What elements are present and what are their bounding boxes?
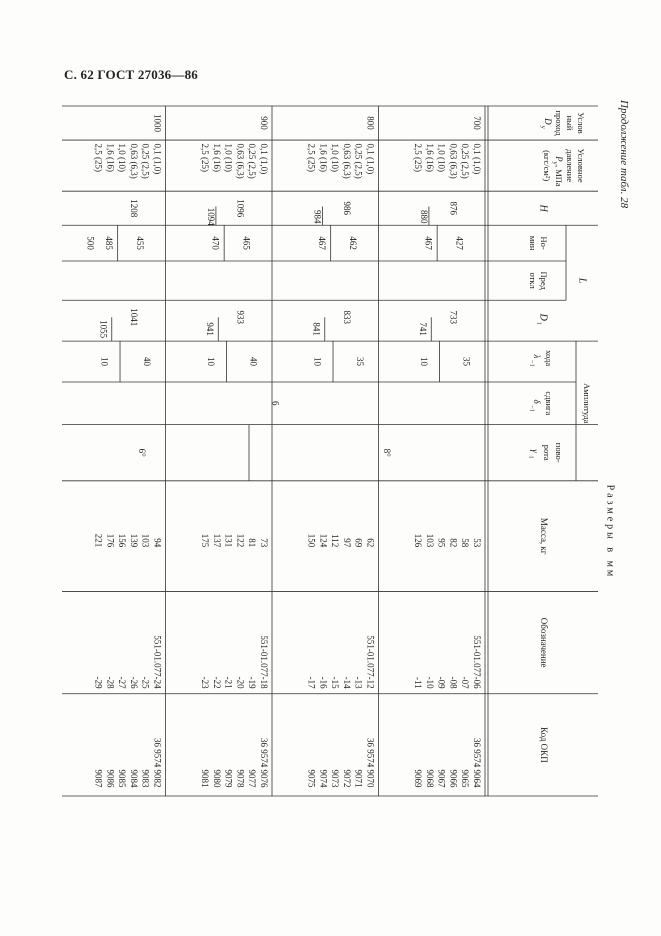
header-mass: Масса, кг [538, 517, 549, 555]
cell-mass: 126 [412, 533, 423, 548]
header-L-nom: Но- [539, 236, 550, 250]
cell-L: 467 [317, 236, 328, 250]
header-shift: сдвига [544, 391, 555, 416]
cell-okp: 9065 [460, 769, 471, 788]
header-L-dev: откл [528, 272, 539, 289]
cell-mass: 97 [341, 538, 352, 548]
header-H: H [537, 204, 549, 212]
cell-okp: 9077 [247, 769, 258, 788]
cell-pressure: 0,63 (6,3) [448, 143, 459, 179]
cell-L: 485 [104, 236, 115, 250]
cell-pressure: 0,63 (6,3) [128, 143, 139, 179]
cell-mass: 131 [223, 533, 234, 548]
cell-designation: 551-01.077-24 [152, 635, 163, 689]
cell-okp: 36 9574 9064 [471, 737, 482, 788]
cell-designation: -11 [412, 676, 423, 689]
cell-designation: -28 [105, 676, 116, 689]
header-dn-symbol: D [542, 118, 553, 125]
header-D1: D [537, 313, 549, 321]
cell-okp: 9075 [306, 769, 317, 788]
cell-pressure: 2,5 (25) [93, 143, 104, 172]
cell-designation: -14 [341, 676, 352, 689]
cell-okp: 9068 [424, 769, 435, 788]
header-stroke: хода [544, 350, 555, 367]
cell-pressure: 1,6 (16) [424, 143, 435, 172]
cell-H: 986 [341, 201, 352, 215]
cell-L: 470 [210, 236, 221, 250]
cell-pressure: 0,25 (2,5) [247, 143, 258, 179]
header-pressure-kgf: (кгс/см²) [542, 150, 553, 182]
cell-designation: -29 [93, 676, 104, 689]
table-continuation-caption: Продолжение табл. 28 [618, 100, 630, 209]
cell-okp: 36 9574 9082 [152, 737, 163, 788]
cell-L: 427 [454, 236, 465, 250]
header-rotation-symbol: γ [529, 449, 540, 453]
cell-designation: -10 [424, 676, 435, 689]
cell-okp: 9085 [117, 769, 128, 788]
cell-H: 1094 [205, 207, 216, 226]
header-L-nom: мин [528, 235, 539, 251]
cell-D1: 833 [341, 310, 352, 325]
cell-mass: 124 [318, 533, 329, 548]
header-rotation-sub: 1 [527, 455, 535, 459]
cell-stroke: 35 [354, 357, 365, 367]
cell-mass: 221 [93, 533, 104, 548]
header-pressure-sub: у [551, 161, 559, 165]
header-designation: Обозначение [538, 617, 549, 668]
cell-pressure: 0,63 (6,3) [341, 143, 352, 179]
cell-mass: 139 [128, 533, 139, 548]
cell-designation: -19 [247, 676, 258, 689]
cell-okp: 9080 [211, 769, 222, 788]
cell-shift: 6 [270, 401, 281, 406]
cell-designation: -27 [117, 676, 128, 689]
cell-designation: -09 [436, 676, 447, 689]
cell-pressure: 1,6 (16) [318, 143, 329, 172]
cell-designation: -07 [460, 676, 471, 689]
cell-dn: 900 [258, 116, 269, 130]
cell-okp: 9083 [140, 769, 151, 788]
cell-H: 1096 [235, 199, 246, 218]
cell-mass: 122 [235, 533, 246, 548]
cell-okp: 9079 [223, 769, 234, 788]
cell-L: 467 [423, 236, 434, 250]
header-rotation: рота [542, 444, 553, 461]
cell-D1: 733 [448, 310, 459, 325]
cell-designation: 551-01.077-18 [258, 635, 269, 689]
cell-dn: 800 [365, 116, 376, 130]
cell-L: 455 [134, 236, 145, 250]
cell-rotation: 6° [137, 448, 148, 457]
cell-pressure: 0,1 (1,0) [152, 143, 163, 175]
cell-pressure: 1,0 (10) [117, 143, 128, 172]
cell-pressure: 1,6 (16) [211, 143, 222, 172]
cell-mass: 95 [436, 538, 447, 548]
header-okp: Код ОКП [538, 727, 549, 763]
cell-pressure: 0,25 (2,5) [140, 143, 151, 179]
header-shift-symbol: δ [531, 399, 542, 404]
cell-stroke: 35 [461, 357, 472, 367]
cell-designation: -21 [223, 676, 234, 689]
cell-mass: 53 [471, 538, 482, 548]
cell-mass: 94 [152, 538, 163, 548]
cell-mass: 69 [353, 538, 364, 548]
cell-pressure: 0,63 (6,3) [235, 143, 246, 179]
cell-D1: 1055 [98, 320, 109, 339]
header-pressure-unit: , МПа [554, 164, 565, 187]
cell-okp: 9067 [436, 769, 447, 788]
cell-mass: 62 [365, 538, 376, 548]
cell-stroke: 40 [141, 357, 152, 367]
header-stroke-sub: −1 [528, 359, 536, 367]
cell-designation: -15 [330, 676, 341, 689]
header-dn: проход [554, 110, 565, 136]
cell-designation: -26 [128, 676, 139, 689]
cell-designation: -22 [211, 676, 222, 689]
cell-okp: 9078 [235, 769, 246, 788]
cell-pressure: 0,1 (1,0) [258, 143, 269, 175]
cell-D1: 841 [311, 322, 322, 336]
cell-mass: 103 [424, 533, 435, 548]
cell-okp: 36 9574 9070 [365, 737, 376, 788]
header-pressure-symbol: P [553, 156, 564, 162]
cell-mass: 137 [211, 533, 222, 548]
cell-designation: -17 [306, 676, 317, 689]
cell-pressure: 2,5 (25) [412, 143, 423, 172]
header-dn: ный [565, 115, 576, 131]
cell-mass: 58 [460, 538, 471, 548]
header-rotation: пово- [554, 442, 565, 463]
cell-mass: 156 [117, 533, 128, 548]
cell-okp: 9069 [412, 769, 423, 788]
cell-okp: 9074 [318, 769, 329, 788]
cell-mass: 73 [258, 538, 269, 548]
cell-okp: 9066 [448, 769, 459, 788]
cell-stroke: 10 [99, 357, 110, 367]
cell-dn: 700 [471, 116, 482, 130]
cell-pressure: 2,5 (25) [306, 143, 317, 172]
header-pressure: Условное [576, 148, 587, 183]
cell-stroke: 40 [248, 357, 259, 367]
cell-designation: -08 [448, 676, 459, 689]
page-header: С. 62 ГОСТ 27036—86 [64, 67, 198, 82]
cell-designation: 551-01.077-06 [471, 635, 482, 689]
header-shift-sub: −1 [528, 404, 536, 412]
cell-pressure: 2,5 (25) [199, 143, 210, 172]
cell-pressure: 0,25 (2,5) [353, 143, 364, 179]
cell-okp: 9071 [353, 769, 364, 788]
cell-H: 880 [418, 209, 429, 224]
cell-pressure: 1,6 (16) [105, 143, 116, 172]
cell-pressure: 1,0 (10) [330, 143, 341, 172]
cell-D1: 941 [204, 322, 215, 336]
cell-designation: -16 [318, 676, 329, 689]
cell-H: 876 [448, 201, 459, 215]
header-stroke-symbol: λ [531, 354, 542, 359]
cell-D1: 933 [235, 310, 246, 325]
cell-mass: 175 [199, 533, 210, 548]
header-pressure: давление [565, 149, 576, 183]
cell-stroke: 10 [418, 357, 429, 367]
cell-okp: 9086 [105, 769, 116, 788]
cell-designation: -23 [199, 676, 210, 689]
cell-pressure: 0,25 (2,5) [460, 143, 471, 179]
header-L: L [576, 277, 588, 284]
cell-H: 1208 [128, 199, 139, 218]
cell-pressure: 1,0 (10) [223, 143, 234, 172]
cell-L: 500 [85, 236, 96, 250]
cell-mass: 112 [330, 534, 341, 548]
cell-H: 984 [312, 209, 323, 224]
cell-designation: -20 [235, 676, 246, 689]
header-L-dev: Пред [539, 271, 550, 290]
cell-designation: 551-01.077-12 [365, 635, 376, 689]
cell-D1: 741 [417, 322, 428, 336]
cell-okp: 36 9574 9076 [258, 737, 269, 788]
cell-pressure: 1,0 (10) [436, 143, 447, 172]
cell-stroke: 10 [205, 357, 216, 367]
header-amplitude: Амплитуда [582, 383, 593, 424]
cell-rotation: 8° [382, 448, 393, 457]
cell-pressure: 0,1 (1,0) [471, 143, 482, 175]
cell-okp: 9084 [128, 769, 139, 788]
cell-designation: -13 [353, 676, 364, 689]
header-D1-sub: 1 [535, 321, 543, 325]
cell-pressure: 0,1 (1,0) [365, 143, 376, 175]
table-28 [62, 106, 616, 796]
cell-mass: 103 [140, 533, 151, 548]
cell-D1: 1041 [128, 308, 139, 327]
cell-designation: -25 [140, 676, 151, 689]
cell-L: 462 [347, 236, 358, 250]
header-dn: Услов [576, 112, 587, 134]
header-dn-sub: у [539, 125, 547, 129]
units-label: Размеры в мм [604, 484, 616, 580]
cell-stroke: 10 [312, 357, 323, 367]
cell-okp: 9072 [341, 769, 352, 788]
cell-mass: 150 [306, 533, 317, 548]
cell-okp: 9087 [93, 769, 104, 788]
cell-okp: 9073 [330, 769, 341, 788]
table-grid [62, 106, 616, 796]
cell-L: 465 [241, 236, 252, 250]
cell-mass: 176 [105, 533, 116, 548]
cell-mass: 82 [448, 538, 459, 548]
cell-okp: 9081 [199, 769, 210, 788]
cell-dn: 1000 [152, 114, 163, 133]
cell-mass: 81 [247, 538, 258, 548]
